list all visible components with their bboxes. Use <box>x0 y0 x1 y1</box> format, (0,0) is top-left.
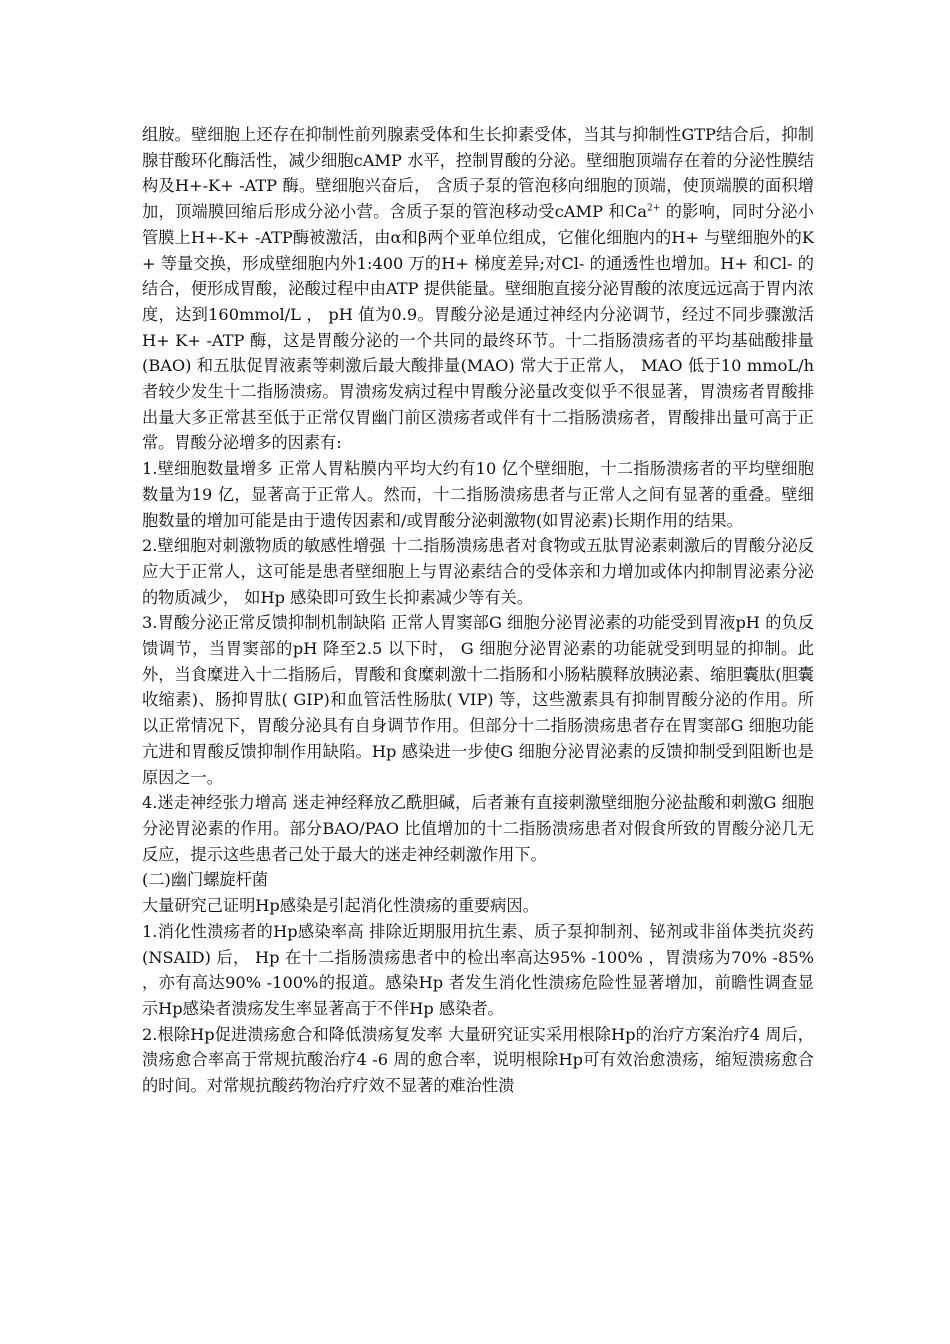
superscript-charge: 2+ <box>646 203 661 214</box>
paragraph-vagal-tone: 4.迷走神经张力增高 迷走神经释放乙酰胆碱，后者兼有直接刺激壁细胞分泌盐酸和刺激G 细胞分泌胃泌素的作用。部分BAO/PAO 比值增加的十二指肠溃疡患者对假食所致的胃酸分泌几无反应，提示这些患者己处于最大的迷走神经刺激作用下。 <box>142 793 814 864</box>
paragraph-feedback-inhibition-defect: 3.胃酸分泌正常反馈抑制机制缺陷 正常人胃窦部G 细胞分泌胃泌素的功能受到胃液pH 的负反馈调节，当胃窦部的pH 降至2.5 以下时， G 细胞分泌胃泌素的功能就受到明显的抑制。此外，当食糜进入十二指肠后，胃酸和食糜刺激十二指肠和小肠粘膜释放胰泌素、缩胆囊肽(胆囊收缩素)、肠抑胃肽( GIP)和血管活性肠肽( VIP) 等，这些激素具有抑制胃酸分泌的作用。所以正常情况下，胃酸分泌具有自身调节作用。但部分十二指肠溃疡患者存在胃窦部G 细胞功能亢进和胃酸反馈抑制作用缺陷。Hp 感染进一步使G 细胞分泌胃泌素的反馈抑制受到阻断也是原因之一。 <box>142 613 814 787</box>
paragraph-text: 的影响，同时分泌小管膜上H+-K+ -ATP酶被激活，由α和β两个亚单位组成，它催化细胞内的H+ 与壁细胞外的K+ 等量交换，形成壁细胞内外1:400 万的H+ 梯度差异;对Cl- 的通透性也增加。H+ 和Cl- 的结合，便形成胃酸，泌酸过程中由ATP 提供能量。壁细胞直接分泌胃酸的浓度远远高于胃内浓度，达到160mmol/L ， pH 值为0.9。胃酸分泌是通过神经内分泌调节，经过不同步骤激活H+ K+ -ATP 酶，这是胃酸分泌的一个共同的最终环节。十二指肠溃疡者的平均基础酸排量(BAO) 和五肽促胃液素等刺激后最大酸排量(MAO) 常大于正常人， MAO 低于10 mmoL/h 者较少发生十二指肠溃疡。胃溃疡发病过程中胃酸分泌量改变似乎不很显著，胃溃疡者胃酸排出量大多正常甚至低于正常仅胃幽门前区溃疡者或伴有十二指肠溃疡者，胃酸排出量可高于正常。胃酸分泌增多的因素有: <box>142 202 814 453</box>
paragraph-parietal-cell-sensitivity: 2.壁细胞对刺激物质的敏感性增强 十二指肠溃疡患者对食物或五肽胃泌素刺激后的胃酸分泌反应大于正常人，这可能是患者壁细胞上与胃泌素结合的受体亲和力增加或体内抑制胃泌素分泌的物质减少， 如Hp 感染即可致生长抑素减少等有关。 <box>142 536 814 607</box>
paragraph-hp-cause-intro: 大量研究己证明Hp感染是引起消化性溃疡的重要病因。 <box>142 896 539 916</box>
document-body <box>142 122 814 1099</box>
paragraph-hp-infection-rate: 1.消化性溃疡者的Hp感染率高 排除近期服用抗生素、质子泵抑制剂、铋剂或非甾体类抗炎药(NSAID) 后， Hp 在十二指肠溃疡患者中的检出率高达95% -100% ，胃溃疡为70% -85% ，亦有高达90% -100%的报道。感染Hp 者发生消化性溃疡危险性显著增加，前瞻性调查显示Hp感染者溃疡发生率显著高于不伴Hp 感染者。 <box>142 921 814 1018</box>
paragraph-hp-eradication: 2.根除Hp促进溃疡愈合和降低溃疡复发率 大量研究证实采用根除Hp的治疗方案治疗4 周后，溃疡愈合率高于常规抗酸治疗4 -6 周的愈合率，说明根除Hp可有效治愈溃疡，缩短溃疡愈合的时间。对常规抗酸药物治疗疗效不显著的难治性溃 <box>142 1024 814 1096</box>
paragraph-text: 组胺。壁细胞上还存在抑制性前列腺素受体和生长抑素受体，当其与抑制性GTP结合后，抑制腺苷酸环化酶活性，减少细胞cAMP 水平，控制胃酸的分泌。壁细胞顶端存在着的分泌性膜结构及H+-K+ -ATP 酶。壁细胞兴奋后， 含质子泵的管泡移向细胞的顶端，使顶端膜的面积增加，顶端膜回缩后形成分泌小营。含质子泵的管泡移动受cAMP 和Ca <box>142 125 814 222</box>
paragraph-parietal-cell-count: 1.壁细胞数量增多 正常人胃粘膜内平均大约有10 亿个壁细胞，十二指肠溃疡者的平均壁细胞数量为19 亿，显著高于正常人。然而，十二指肠溃疡患者与正常人之间有显著的重叠。壁细胞数量的增加可能是由于遗传因素和/或胃酸分泌刺激物(如胃泌素)长期作用的结果。 <box>142 459 814 530</box>
section-heading-helicobacter: (二)幽门螺旋杆菌 <box>142 870 268 890</box>
paragraph-gastric-acid-mechanism <box>142 122 814 456</box>
